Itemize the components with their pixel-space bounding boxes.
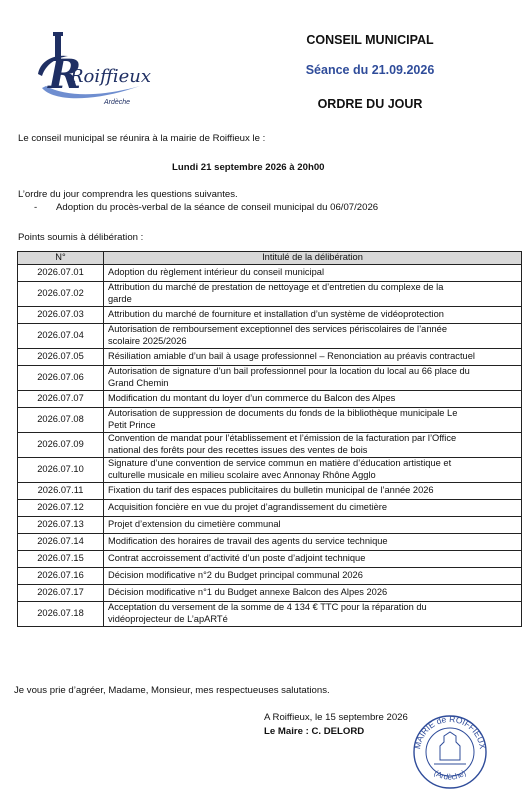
deliberation-title xyxy=(104,323,522,348)
place-date: A Roiffieux, le 15 septembre 2026 xyxy=(264,712,408,723)
deliberation-title xyxy=(104,264,522,281)
agenda-intro: L’ordre du jour comprendra les questions suivantes. xyxy=(18,189,238,200)
deliberation-number: 2026.07.12 xyxy=(18,499,104,516)
deliberation-title-line: scolaire 2025/2026 xyxy=(108,335,187,346)
deliberation-number: 2026.07.07 xyxy=(18,390,104,407)
table-row xyxy=(18,499,522,516)
deliberation-number: 2026.07.06 xyxy=(18,365,104,390)
deliberation-number: 2026.07.05 xyxy=(18,348,104,365)
deliberation-number: 2026.07.15 xyxy=(18,550,104,567)
deliberation-title-line: garde xyxy=(108,293,132,304)
deliberation-title-line: vidéoprojecteur de L’apARTé xyxy=(108,613,228,624)
deliberation-number: 2026.07.11 xyxy=(18,482,104,499)
deliberation-title-line: Adoption du règlement intérieur du conseil municipal xyxy=(108,266,325,277)
deliberation-title xyxy=(104,457,522,482)
table-row xyxy=(18,601,522,626)
table-row xyxy=(18,516,522,533)
bullet-item: Adoption du procès-verbal de la séance de conseil municipal du 06/07/2026 xyxy=(56,202,379,213)
deliberation-title-line: Contrat accroissement d’activité d’un poste d’adjoint technique xyxy=(108,552,366,563)
deliberation-title xyxy=(104,584,522,601)
table-header-row xyxy=(18,252,522,265)
council-title: CONSEIL MUNICIPAL xyxy=(306,33,434,47)
stamp-bottom-text: (Ardèche) xyxy=(432,768,468,782)
roiffieux-logo xyxy=(34,28,152,110)
deliberation-number: 2026.07.14 xyxy=(18,533,104,550)
deliberation-title xyxy=(104,550,522,567)
deliberation-title-line: Petit Prince xyxy=(108,419,156,430)
deliberation-title xyxy=(104,348,522,365)
logo-subtext: Ardèche xyxy=(104,99,131,106)
mayor-stamp xyxy=(410,714,490,790)
deliberation-title xyxy=(104,281,522,306)
svg-text:R: R xyxy=(48,51,82,98)
table-row xyxy=(18,482,522,499)
table-row xyxy=(18,323,522,348)
deliberation-title xyxy=(104,499,522,516)
deliberation-title-line: Autorisation de remboursement exceptionnel des services périscolaires de l’année xyxy=(108,324,448,334)
deliberation-number: 2026.07.03 xyxy=(18,306,104,323)
table-row xyxy=(18,407,522,432)
deliberation-title-line: Grand Chemin xyxy=(108,377,169,388)
deliberation-title-line: Acquisition foncière en vue du projet d’agrandissement du cimetière xyxy=(108,501,388,512)
agenda-title: ORDRE DU JOUR xyxy=(317,97,423,111)
stamp-top-text: MAIRIE de ROIFFIEUX xyxy=(412,714,488,750)
deliberation-title-line: Autorisation de signature d’un bail professionnel pour la location du local au 66 place du xyxy=(108,366,470,376)
table-row xyxy=(18,390,522,407)
table-row xyxy=(18,550,522,567)
deliberation-title xyxy=(104,432,522,457)
table-row xyxy=(18,281,522,306)
deliberation-title-line: Résiliation amiable d’un bail à usage professionnel – Renonciation au préavis contractuel xyxy=(108,350,475,361)
deliberation-title-line: Convention de mandat pour l’établissement et l’émission de la facturation par l’Office xyxy=(108,433,457,443)
deliberation-title xyxy=(104,407,522,432)
table-row xyxy=(18,584,522,601)
deliberation-number: 2026.07.02 xyxy=(18,281,104,306)
table-row xyxy=(18,457,522,482)
table-row xyxy=(18,348,522,365)
deliberation-number: 2026.07.17 xyxy=(18,584,104,601)
deliberation-title xyxy=(104,482,522,499)
deliberation-title-line: culturelle musicale en milieu scolaire avec Annonay Rhône Agglo xyxy=(108,469,376,480)
deliberation-title xyxy=(104,306,522,323)
deliberation-title-line: Modification des horaires de travail des agents du service technique xyxy=(108,535,388,546)
deliberation-number: 2026.07.08 xyxy=(18,407,104,432)
deliberation-title-line: Projet d’extension du cimetière communal xyxy=(108,518,281,529)
deliberation-number: 2026.07.09 xyxy=(18,432,104,457)
deliberation-title xyxy=(104,516,522,533)
svg-text:(Ardèche) xyxy=(432,768,468,781)
deliberation-title-line: Décision modificative n°2 du Budget principal communal 2026 xyxy=(108,569,363,580)
table-row xyxy=(18,567,522,584)
table-row xyxy=(18,306,522,323)
deliberation-title-line: Acceptation du versement de la somme de 4 134 € TTC pour la réparation du xyxy=(108,602,427,612)
logo-text: Roiffieux xyxy=(70,66,152,87)
deliberation-title xyxy=(104,365,522,390)
table-row xyxy=(18,432,522,457)
deliberation-title xyxy=(104,567,522,584)
deliberation-number: 2026.07.13 xyxy=(18,516,104,533)
points-label: Points soumis à délibération : xyxy=(18,232,144,243)
table-row xyxy=(18,264,522,281)
deliberation-table xyxy=(17,251,522,627)
deliberation-number: 2026.07.01 xyxy=(18,264,104,281)
table-row xyxy=(18,533,522,550)
deliberation-title-line: national des forêts pour des recettes issues des ventes de bois xyxy=(108,444,368,455)
meeting-date: Lundi 21 septembre 2026 à 20h00 xyxy=(172,162,325,173)
deliberation-title-line: Signature d’une convention de service commun en matière d’éducation artistique et xyxy=(108,458,452,468)
deliberation-number: 2026.07.10 xyxy=(18,457,104,482)
deliberation-title xyxy=(104,390,522,407)
deliberation-title-line: Attribution du marché de fourniture et installation d’un système de vidéoprotection xyxy=(108,308,444,319)
deliberation-title-line: Attribution du marché de prestation de nettoyage et d’entretien du complexe de la xyxy=(108,282,444,292)
intro-text: Le conseil municipal se réunira à la mairie de Roiffieux le : xyxy=(18,133,266,144)
header-title: Intitulé de la délibération xyxy=(104,252,522,265)
header-number: N° xyxy=(18,252,104,265)
bullet-dash: - xyxy=(34,202,38,213)
deliberation-title-line: Autorisation de suppression de documents du fonds de la bibliothèque municipale Le xyxy=(108,408,458,418)
deliberation-title xyxy=(104,533,522,550)
salutation: Je vous prie d’agréer, Madame, Monsieur, mes respectueuses salutations. xyxy=(14,685,330,696)
deliberation-number: 2026.07.16 xyxy=(18,567,104,584)
deliberation-title-line: Décision modificative n°1 du Budget annexe Balcon des Alpes 2026 xyxy=(108,586,388,597)
deliberation-number: 2026.07.18 xyxy=(18,601,104,626)
deliberation-number: 2026.07.04 xyxy=(18,323,104,348)
signature: Le Maire : C. DELORD xyxy=(264,726,365,737)
deliberation-title xyxy=(104,601,522,626)
deliberation-title-line: Modification du montant du loyer d’un commerce du Balcon des Alpes xyxy=(108,392,396,403)
session-date: Séance du 21.09.2026 xyxy=(305,63,435,77)
deliberation-title-line: Fixation du tarif des espaces publicitaires du bulletin municipal de l’année 2026 xyxy=(108,484,434,495)
table-row xyxy=(18,365,522,390)
